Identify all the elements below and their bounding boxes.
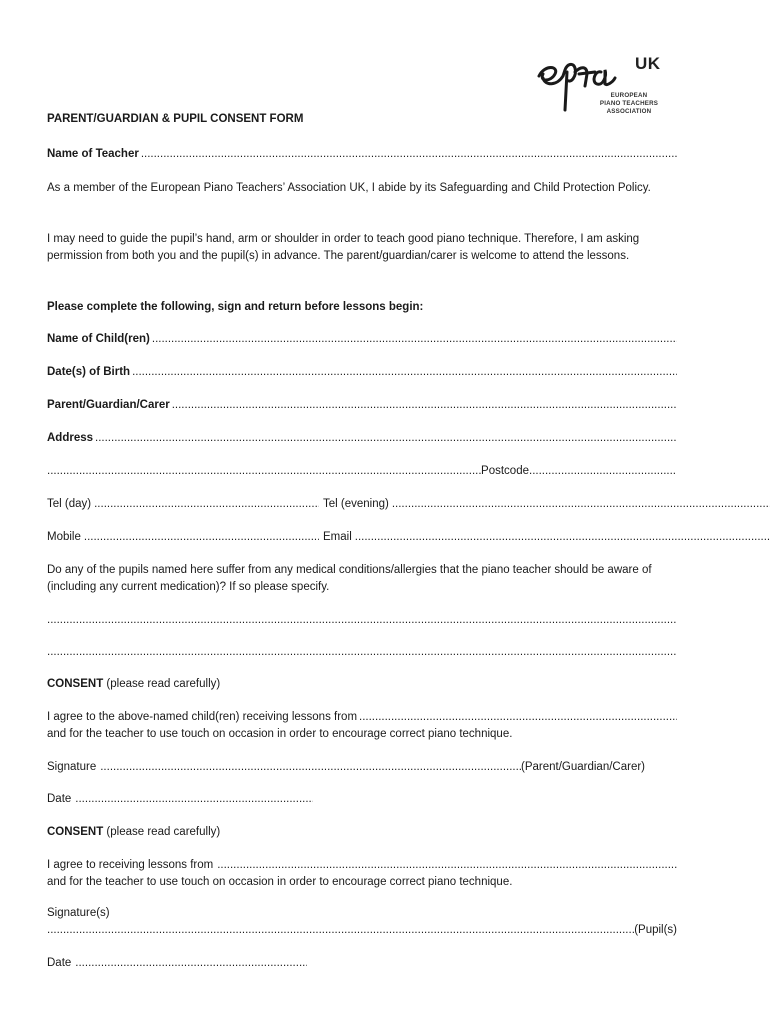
- form-title: [47, 111, 677, 128]
- child-name-field[interactable]: [47, 331, 677, 348]
- medical-dots[interactable]: [47, 644, 677, 661]
- consent1-date-field[interactable]: [47, 791, 677, 808]
- consent2-teacher-field[interactable]: [47, 857, 677, 874]
- consent2-date-field[interactable]: [47, 955, 677, 972]
- tel-day-label: Tel (day): [47, 498, 92, 510]
- teacher-name-label: Name of Teacher: [47, 148, 139, 160]
- teacher-name-field[interactable]: [47, 146, 677, 163]
- instruction-text-bold: Please complete the following, sign and return before lessons begin:: [47, 301, 424, 313]
- contact-fields: [47, 529, 677, 546]
- consent1-line1: I agree to the above-named child(ren) receiving lessons from: [47, 711, 358, 723]
- consent2-date-line[interactable]: [75, 955, 307, 972]
- tel-evening-label: Tel (evening): [323, 498, 389, 510]
- consent1-line2: and for the teacher to use touch on occasion in order to encourage correct piano technique.: [47, 728, 513, 740]
- postcode-field[interactable]: [47, 463, 677, 480]
- consent2-signature-line[interactable]: [47, 922, 634, 939]
- parent-field[interactable]: [47, 397, 677, 414]
- logo-org-line: EUROPEAN: [610, 92, 648, 99]
- email-line[interactable]: [355, 529, 770, 546]
- consent1-signature-label: Signature: [47, 761, 97, 773]
- consent1-date-label: Date: [47, 793, 72, 805]
- mobile-line[interactable]: [84, 529, 319, 546]
- policy-paragraph: As a member of the European Piano Teachers’ Association UK, I abide by its Safeguarding and Child Protection Policy.: [47, 182, 651, 194]
- consent1-signature-line[interactable]: [100, 759, 521, 776]
- teacher-name-line[interactable]: [141, 146, 677, 163]
- dob-line[interactable]: [132, 364, 677, 381]
- medical-line-1[interactable]: [47, 612, 677, 629]
- dob-label: Date(s) of Birth: [47, 366, 131, 378]
- consent-heading-2: [47, 824, 677, 841]
- tel-evening-line[interactable]: [392, 496, 770, 513]
- medical-line-2[interactable]: [47, 644, 677, 661]
- consent2-date-label: Date: [47, 957, 72, 969]
- consent-note: (please read carefully): [103, 678, 221, 690]
- logo-org-line: PIANO TEACHERS: [599, 100, 659, 107]
- consent2-teacher-line[interactable]: [217, 857, 677, 874]
- child-name-label: Name of Child(ren): [47, 333, 150, 345]
- child-name-line[interactable]: [152, 331, 677, 348]
- postcode-line[interactable]: [529, 463, 677, 480]
- consent1-signature-role: (Parent/Guardian/Carer): [521, 761, 645, 773]
- address-line-2[interactable]: [47, 463, 481, 480]
- consent-heading-text: CONSENT: [47, 826, 104, 838]
- consent2-line1: I agree to receiving lessons from: [47, 859, 214, 871]
- permission-paragraph: I may need to guide the pupil’s hand, arm or shoulder in order to teach good piano technique. Therefore, I am asking permission from both you and the pupil(s) in advance. The parent/guardian/carer is welcome to attend the lessons.: [47, 233, 640, 262]
- consent-heading-1: [47, 676, 677, 693]
- consent1-teacher-field[interactable]: [47, 709, 677, 726]
- mobile-label: Mobile: [47, 531, 81, 543]
- consent1-date-line[interactable]: [75, 791, 313, 808]
- tel-day-line[interactable]: [94, 496, 319, 513]
- address-line[interactable]: [95, 430, 677, 447]
- instruction-text: [47, 299, 677, 316]
- consent-heading-text: CONSENT: [47, 678, 104, 690]
- medical-dots[interactable]: [47, 612, 677, 629]
- medical-question: Do any of the pupils named here suffer from any medical conditions/allergies that the piano teacher should be aware of (including any current medication)? If so please specify.: [47, 564, 652, 593]
- address-field[interactable]: [47, 430, 677, 447]
- consent-note: (please read carefully): [103, 826, 221, 838]
- postcode-label: Postcode: [481, 465, 529, 477]
- parent-line[interactable]: [172, 397, 677, 414]
- tel-fields: [47, 496, 677, 513]
- logo-org-line: ASSOCIATION: [606, 108, 652, 115]
- consent2-signature-field[interactable]: [47, 922, 677, 939]
- consent2-signature-label: Signature(s): [47, 907, 110, 919]
- consent1-teacher-line[interactable]: [359, 709, 677, 726]
- consent2-signature-role: (Pupil(s): [634, 924, 677, 936]
- parent-label: Parent/Guardian/Carer: [47, 399, 170, 411]
- consent1-signature-field[interactable]: [47, 759, 677, 776]
- address-label: Address: [47, 432, 94, 444]
- email-label: Email: [323, 531, 352, 543]
- form-title-text: PARENT/GUARDIAN & PUPIL CONSENT FORM: [47, 113, 304, 125]
- dob-field[interactable]: [47, 364, 677, 381]
- logo-uk-text: UK: [635, 54, 661, 73]
- consent2-line2: and for the teacher to use touch on occasion in order to encourage correct piano technique.: [47, 876, 513, 888]
